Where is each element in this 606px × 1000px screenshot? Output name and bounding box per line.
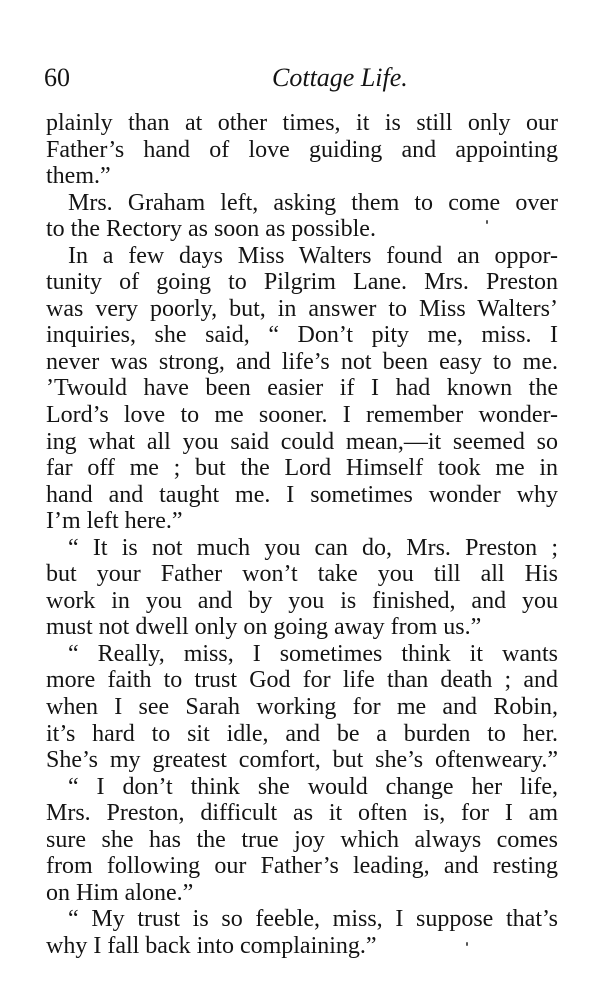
text-line: on Him alone.” — [46, 879, 194, 906]
text-line: but your Father won’t take you till all His — [46, 561, 558, 588]
text-line: ’Twould have been easier if I had known the — [46, 375, 558, 402]
text-line: was very poorly, but, in answer to Miss Walters’ — [46, 295, 558, 322]
text-line: more faith to trust God for life than death ; and — [46, 667, 558, 694]
page-header — [44, 62, 560, 94]
text-line: “ My trust is so feeble, miss, I suppose that’s — [68, 906, 558, 933]
text-line: hand and taught me. I sometimes wonder why — [46, 481, 558, 508]
print-speck — [466, 942, 468, 946]
text-line: In a few days Miss Walters found an oppor- — [68, 242, 558, 269]
text-line: She’s my greatest comfort, but she’s oftenweary.” — [46, 747, 558, 774]
print-speck — [486, 220, 488, 224]
body-text — [46, 110, 558, 960]
page-number: 60 — [44, 63, 70, 92]
text-line: when I see Sarah working for me and Robin, — [46, 694, 558, 721]
text-line: sure she has the true joy which always comes — [46, 826, 558, 853]
text-line: “ It is not much you can do, Mrs. Preston ; — [68, 534, 558, 561]
text-line: never was strong, and life’s not been easy to me. — [46, 348, 558, 375]
text-line: it’s hard to sit idle, and be a burden to her. — [46, 720, 558, 747]
text-line: Mrs. Preston, difficult as it often is, for I am — [46, 800, 558, 827]
text-line: Lord’s love to me sooner. I remember wonder- — [46, 402, 558, 429]
text-line: tunity of going to Pilgrim Lane. Mrs. Preston — [46, 269, 558, 296]
text-line: them.” — [46, 163, 111, 190]
running-title: Cottage Life. — [272, 63, 408, 92]
text-line: inquiries, she said, “ Don’t pity me, miss. I — [46, 322, 558, 349]
text-line: “ I don’t think she would change her life, — [68, 773, 558, 800]
text-line: from following our Father’s leading, and resting — [46, 853, 558, 880]
text-line: work in you and by you is finished, and you — [46, 587, 558, 614]
text-line: Father’s hand of love guiding and appointing — [46, 136, 558, 163]
text-line: must not dwell only on going away from us.” — [46, 614, 482, 641]
text-line: why I fall back into complaining.” — [46, 932, 377, 959]
text-line: far off me ; but the Lord Himself took me in — [46, 455, 558, 482]
text-line: to the Rectory as soon as possible. — [46, 216, 376, 243]
text-line: Mrs. Graham left, asking them to come over — [68, 189, 558, 216]
text-line: I’m left here.” — [46, 508, 183, 535]
text-line: plainly than at other times, it is still only our — [46, 110, 558, 136]
text-line: ing what all you said could mean,—it seemed so — [46, 428, 558, 455]
text-line: “ Really, miss, I sometimes think it wants — [68, 640, 558, 667]
